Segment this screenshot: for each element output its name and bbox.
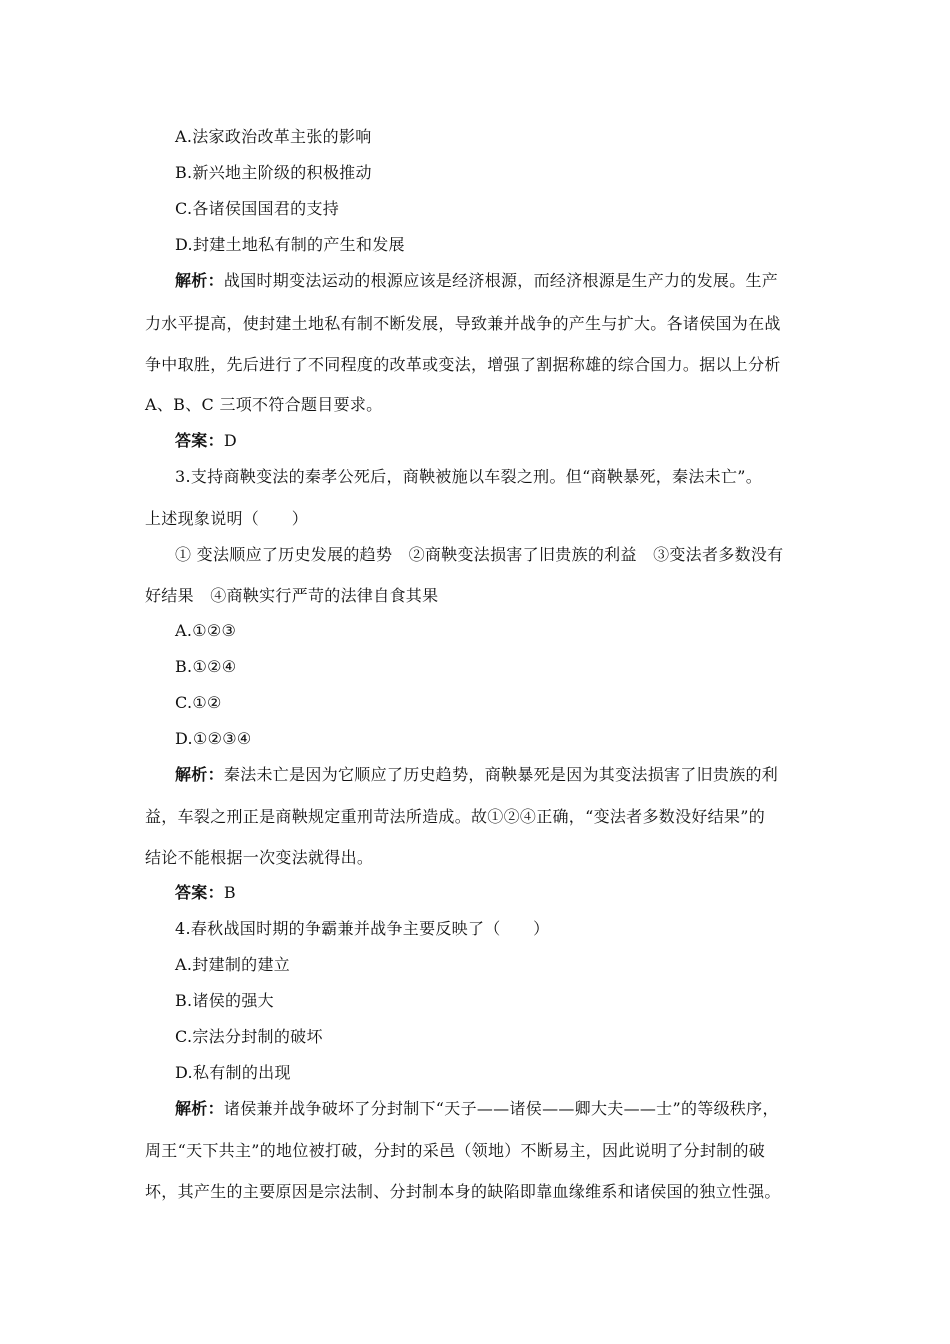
q2-option-a: A.法家政治改革主张的影响 <box>175 127 372 146</box>
q2-option-b: B.新兴地主阶级的积极推动 <box>175 163 372 182</box>
q3-statement-line: ① 变法顺应了历史发展的趋势 ②商鞅变法损害了旧贵族的利益 ③变法者多数没有 <box>175 545 784 564</box>
q3-analysis-line: 结论不能根据一次变法就得出。 <box>145 848 374 867</box>
q4-option-b: B.诸侯的强大 <box>175 991 274 1010</box>
q2-analysis-label: 解析： <box>175 271 224 290</box>
q3-stem-line: 上述现象说明（ ） <box>145 509 309 528</box>
q3-answer-value: B <box>223 883 236 902</box>
q4-option-a: A.封建制的建立 <box>175 955 291 974</box>
q2-analysis-line <box>175 270 778 292</box>
q3-stem-line: 3.支持商鞅变法的秦孝公死后，商鞅被施以车裂之刑。但“商鞅暴死，秦法未亡”。 <box>175 467 763 486</box>
q4-option-c: C.宗法分封制的破坏 <box>175 1027 323 1046</box>
q2-answer-line <box>175 430 237 452</box>
q3-analysis-text: 秦法未亡是因为它顺应了历史趋势，商鞅暴死是因为其变法损害了旧贵族的利 <box>223 765 779 784</box>
q4-analysis-text: 诸侯兼并战争破坏了分封制下“天子——诸侯——卿大夫——士”的等级秩序， <box>223 1099 779 1118</box>
q4-analysis-line <box>175 1098 779 1120</box>
q3-answer-line <box>175 882 236 904</box>
q3-option-c: C.①② <box>175 693 222 712</box>
q2-answer-value: D <box>223 431 238 450</box>
q4-stem: 4.春秋战国时期的争霸兼并战争主要反映了（ ） <box>175 919 550 938</box>
q2-analysis-line: 争中取胜，先后进行了不同程度的改革或变法，增强了割据称雄的综合国力。据以上分析 <box>145 355 781 374</box>
q4-analysis-label: 解析： <box>175 1099 224 1118</box>
q4-analysis-line: 坏，其产生的主要原因是宗法制、分封制本身的缺陷即靠血缘维系和诸侯国的独立性强。 <box>145 1182 781 1201</box>
q2-analysis-line: A、B、C 三项不符合题目要求。 <box>145 395 383 414</box>
q3-option-b: B.①②④ <box>175 657 237 676</box>
q2-analysis-line: 力水平提高，使封建土地私有制不断发展，导致兼并战争的产生与扩大。各诸侯国为在战 <box>145 314 781 333</box>
q2-analysis-text: 战国时期变法运动的根源应该是经济根源，而经济根源是生产力的发展。生产 <box>223 271 779 290</box>
q2-option-c: C.各诸侯国国君的支持 <box>175 199 340 218</box>
q4-option-d: D.私有制的出现 <box>175 1063 291 1082</box>
q3-statement-line: 好结果 ④商鞅实行严苛的法律自食其果 <box>145 586 439 605</box>
q3-answer-label: 答案： <box>175 883 224 902</box>
q2-option-d: D.封建土地私有制的产生和发展 <box>175 235 405 254</box>
q3-analysis-line <box>175 764 778 786</box>
q2-answer-label: 答案： <box>175 431 224 450</box>
q3-analysis-line: 益，车裂之刑正是商鞅规定重刑苛法所造成。故①②④正确，“变法者多数没好结果”的 <box>145 807 766 826</box>
q3-analysis-label: 解析： <box>175 765 224 784</box>
q4-analysis-line: 周王“天下共主”的地位被打破，分封的采邑（领地）不断易主，因此说明了分封制的破 <box>145 1141 766 1160</box>
q3-option-d: D.①②③④ <box>175 729 252 748</box>
q3-option-a: A.①②③ <box>175 621 237 640</box>
